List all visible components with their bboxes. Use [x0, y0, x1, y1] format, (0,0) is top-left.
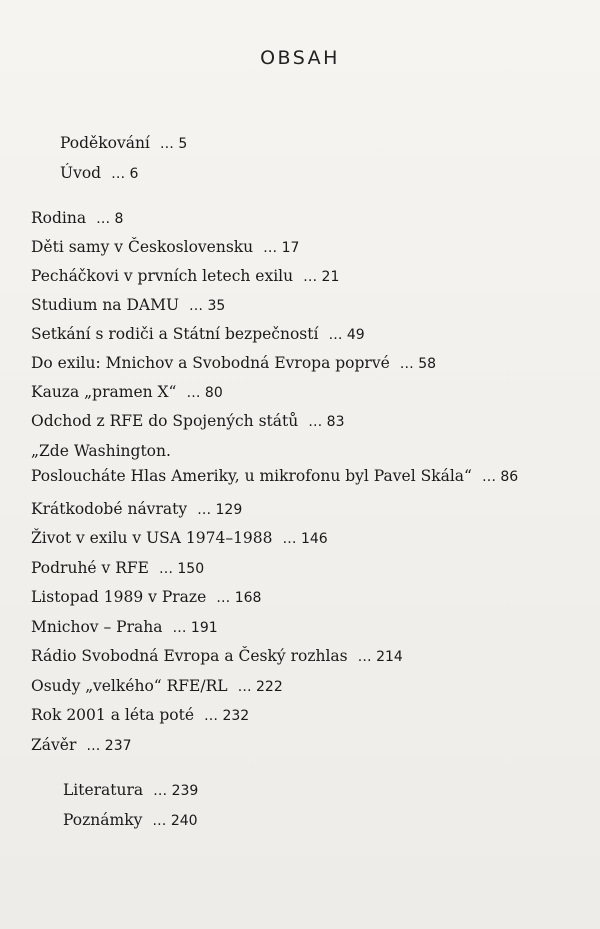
toc-entry-page: … 35	[189, 298, 226, 314]
toc-entry	[31, 382, 223, 403]
toc-entry	[60, 133, 187, 154]
toc-entry-page: … 239	[153, 783, 199, 799]
toc-entry	[31, 705, 249, 726]
toc-entry-title: Děti samy v Československu	[31, 238, 254, 256]
toc-entry-title: Podruhé v RFE	[31, 559, 149, 577]
toc-entry-page: … 240	[152, 813, 198, 829]
toc-entry	[31, 266, 339, 287]
toc-entry-page: … 86	[481, 469, 519, 485]
toc-entry-title: Rodina	[31, 209, 87, 227]
toc-entry-title: Rok 2001 a léta poté	[31, 706, 195, 724]
toc-entry-title: Do exilu: Mnichov a Svobodná Evropa poprvé	[31, 354, 390, 372]
toc-entry	[60, 163, 138, 184]
toc-entry-title: Listopad 1989 v Praze	[31, 588, 207, 606]
toc-entry-page: … 17	[263, 240, 300, 256]
toc-entry-title: Rádio Svobodná Evropa a Český rozhlas	[31, 647, 348, 665]
toc-entry	[31, 676, 283, 697]
toc-entry-title: Život v exilu v USA 1974–1988	[31, 529, 273, 547]
toc-entry-page: … 232	[204, 708, 250, 724]
toc-entry-page: … 214	[357, 649, 403, 665]
toc-entry-page: … 237	[86, 738, 132, 754]
toc-entry	[63, 780, 198, 801]
toc-entry-page: … 8	[96, 211, 124, 227]
toc-entry	[63, 810, 198, 831]
toc-entry-title: Poděkování	[60, 134, 150, 152]
toc-entry	[31, 617, 218, 638]
toc-entry-page: … 150	[158, 561, 205, 577]
toc-entry-title: „Zde Washington.	[31, 442, 171, 460]
toc-entry	[31, 499, 242, 520]
toc-entry-page: … 129	[197, 502, 243, 518]
toc-entry-page: … 146	[282, 531, 328, 547]
toc-entry-page: … 49	[328, 327, 365, 343]
toc-entry-title: Posloucháte Hlas Ameriky, u mikrofonu byl Pavel Skála“	[31, 467, 472, 485]
toc-entry-page: … 6	[111, 166, 139, 182]
toc-entry	[31, 441, 171, 461]
toc-entry-page: … 80	[186, 385, 223, 401]
toc-entry	[31, 237, 299, 258]
toc-entry-page: … 58	[399, 356, 437, 372]
toc-entry	[31, 324, 365, 345]
toc-entry-page: … 222	[237, 679, 283, 695]
toc-entry-page: … 5	[159, 136, 188, 152]
toc-entry	[31, 208, 123, 229]
toc-entry-page: … 168	[216, 590, 262, 606]
toc-entry-title: Úvod	[60, 164, 102, 182]
toc-entry-title: Literatura	[63, 781, 144, 799]
toc-entry-title: Odchod z RFE do Spojených států	[31, 412, 299, 430]
toc-entry-title: Studium na DAMU	[31, 296, 180, 314]
toc-entry	[31, 558, 204, 579]
toc-entry	[31, 411, 345, 432]
toc-entry-page: … 191	[172, 620, 218, 636]
toc-entry-title: Poznámky	[63, 811, 143, 829]
toc-entry	[31, 353, 436, 374]
toc-entry	[31, 587, 261, 608]
toc-entry-title: Mnichov – Praha	[31, 618, 163, 636]
toc-entry-page: … 21	[303, 269, 340, 285]
toc-entry-title: Závěr	[31, 736, 77, 754]
toc-entry	[31, 295, 225, 316]
toc-entry	[31, 646, 403, 667]
toc-entry-title: Krátkodobé návraty	[31, 500, 188, 518]
toc-entry	[31, 528, 328, 549]
toc-entry-title: Osudy „velkého“ RFE/RL	[31, 677, 228, 695]
toc-entry-title: Kauza „pramen X“	[31, 383, 177, 401]
toc-heading: OBSAH	[260, 47, 340, 69]
toc-entry	[31, 466, 518, 487]
toc-entry-title: Setkání s rodiči a Státní bezpečností	[31, 325, 319, 343]
toc-entry	[31, 735, 132, 756]
toc-entry-page: … 83	[308, 414, 345, 430]
toc-entry-title: Pecháčkovi v prvních letech exilu	[31, 267, 294, 285]
